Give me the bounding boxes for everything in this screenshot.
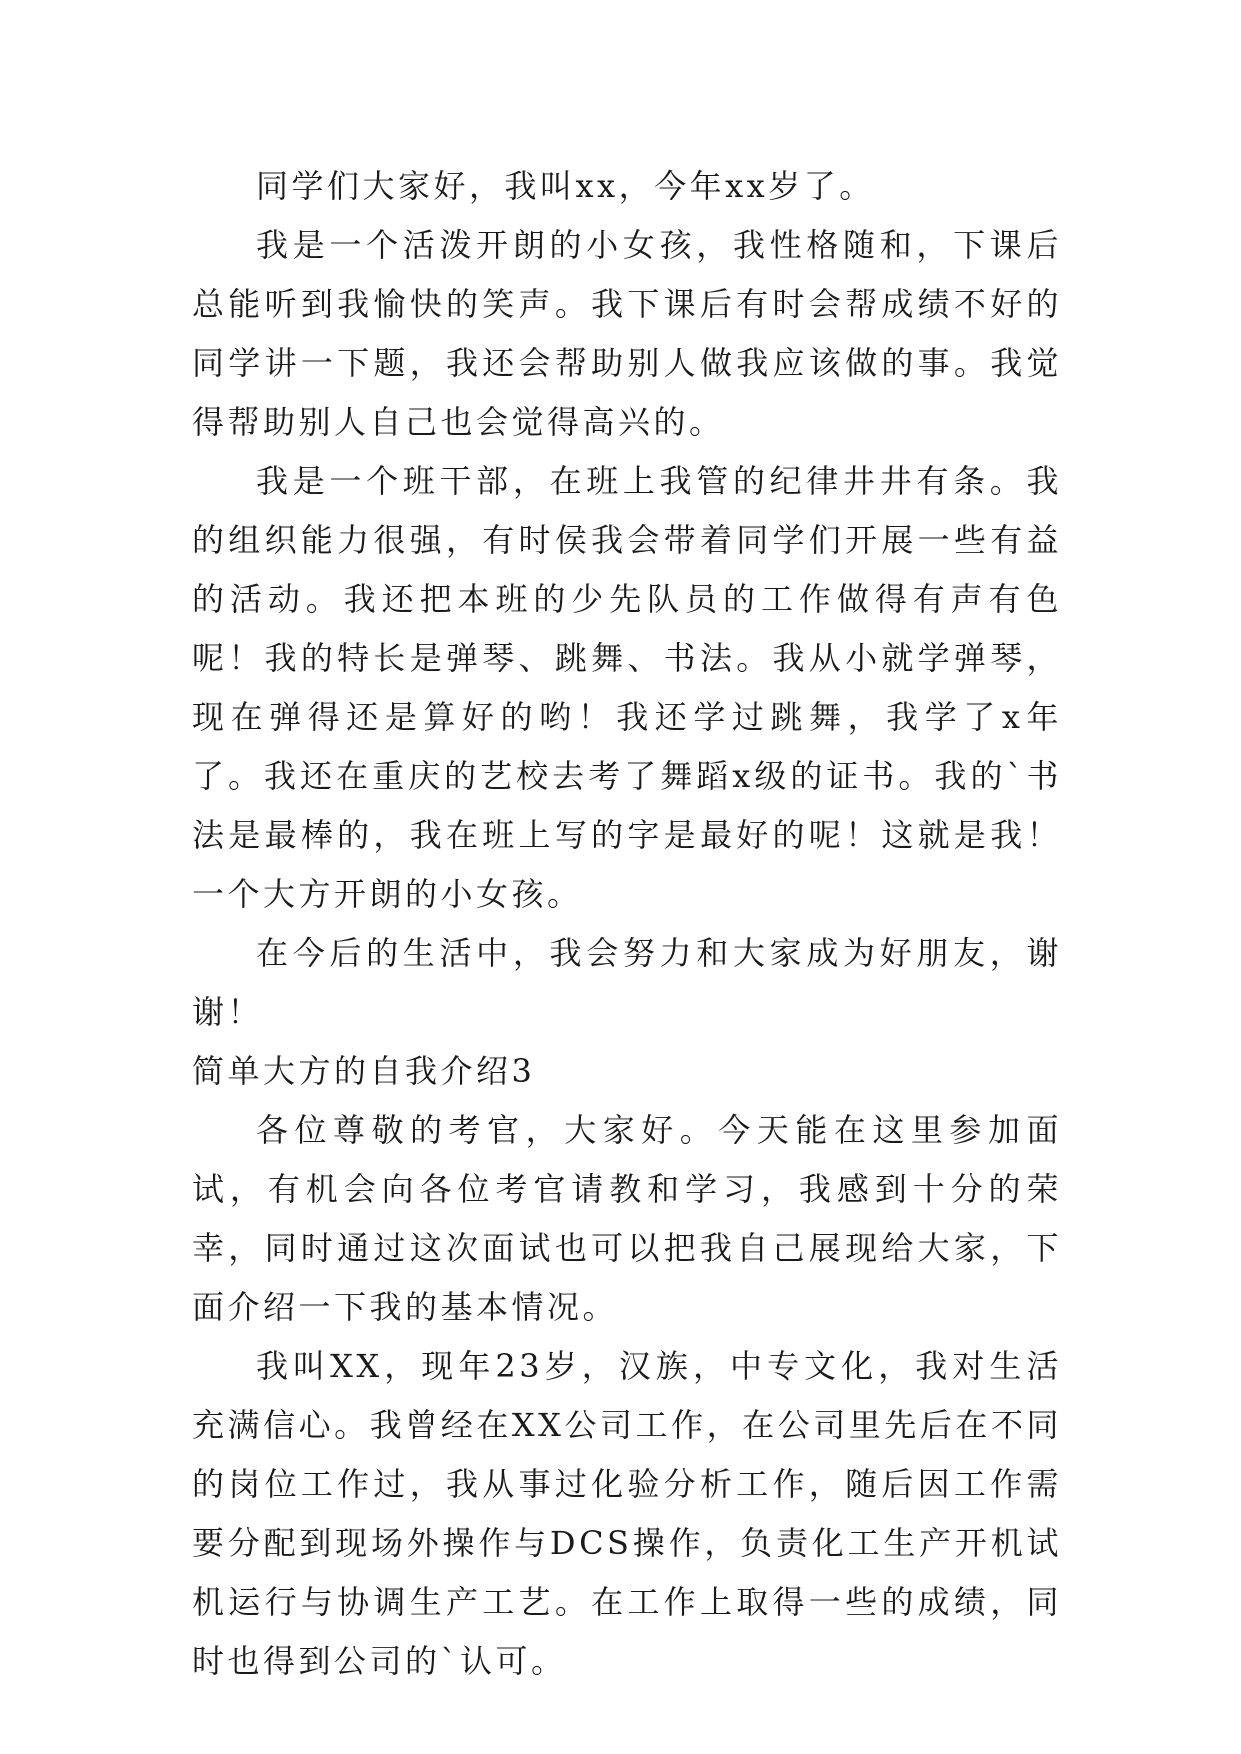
paragraph-greeting: 同学们大家好，我叫xx，今年xx岁了。 [256, 167, 875, 205]
paragraph-closing: 在今后的生活中，我会努力和大家成为好朋友，谢谢！ [192, 934, 1062, 1031]
section-heading: 简单大方的自我介绍3 [192, 1052, 536, 1090]
paragraph-personality: 我是一个活泼开朗的小女孩，我性格随和，下课后总能听到我愉快的笑声。我下课后有时会帮成绩不好的同学讲一下题，我还会帮助别人做我应该做的事。我觉得帮助别人自己也会觉得高兴的。 [192, 226, 1062, 441]
document-body [192, 157, 1062, 1691]
paragraph-class-leader: 我是一个班干部，在班上我管的纪律井井有条。我的组织能力很强，有时侯我会带着同学们开展一些有益的活动。我还把本班的少先队员的工作做得有声有色呢！我的特长是弹琴、跳舞、书法。我从小就学弹琴，现在弹得还是算好的哟！我还学过跳舞，我学了x年了。我还在重庆的艺校去考了舞蹈x级的证书。我的`书法是最棒的，我在班上写的字是最好的呢！这就是我！一个大方开朗的小女孩。 [192, 462, 1062, 913]
paragraph-work-experience: 我叫XX，现年23岁，汉族，中专文化，我对生活充满信心。我曾经在XX公司工作，在公司里先后在不同的岗位工作过，我从事过化验分析工作，随后因工作需要分配到现场外操作与DCS操作，负责化工生产开机试机运行与协调生产工艺。在工作上取得一些的成绩，同时也得到公司的`认可。 [192, 1347, 1062, 1680]
paragraph-interview-greeting: 各位尊敬的考官，大家好。今天能在这里参加面试，有机会向各位考官请教和学习，我感到十分的荣幸，同时通过这次面试也可以把我自己展现给大家，下面介绍一下我的基本情况。 [192, 1111, 1062, 1326]
